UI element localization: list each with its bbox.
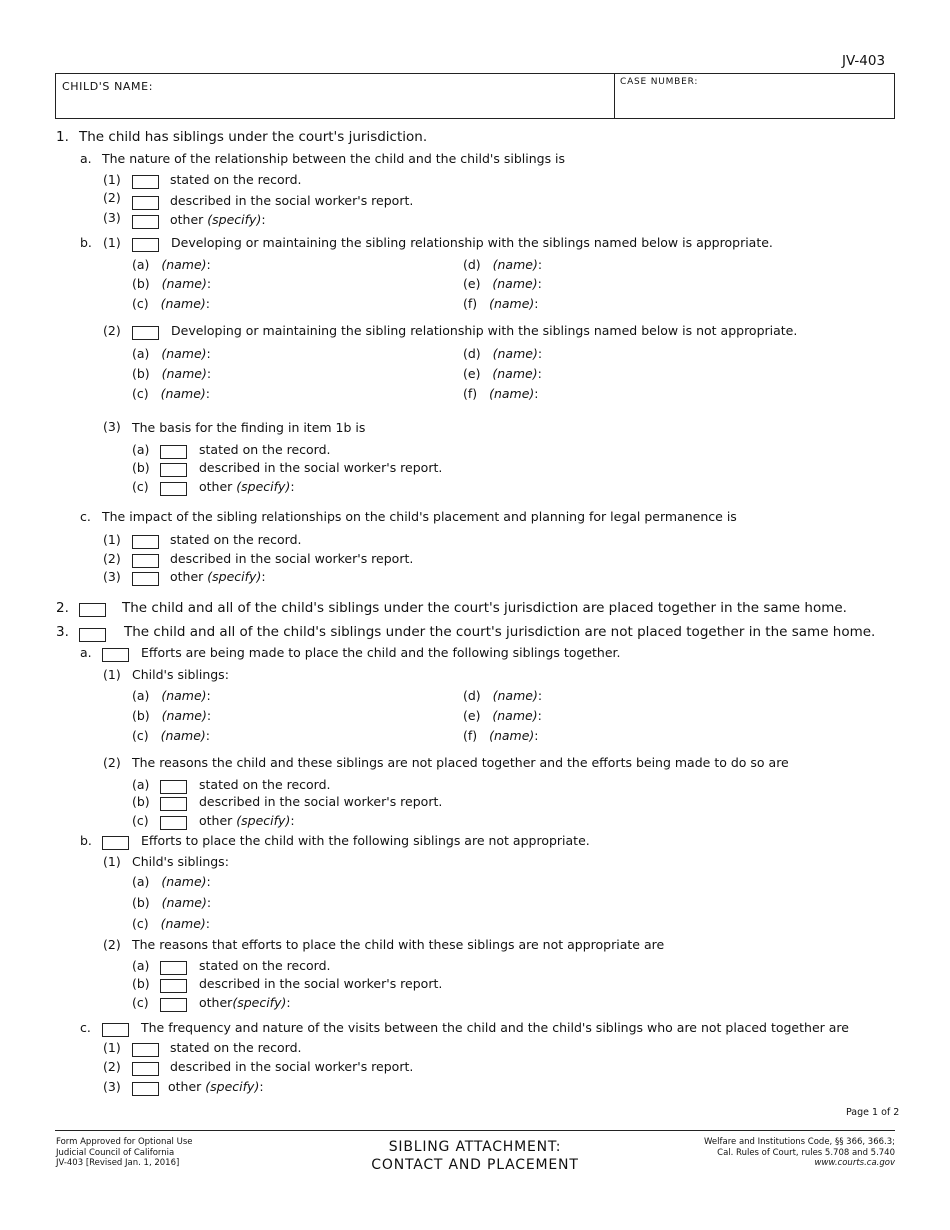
b1-name-b: (b) (name): (132, 276, 212, 291)
3b-name-a: (a) (name): (132, 874, 211, 889)
header-divider (614, 73, 615, 119)
3b-name-c: (c) (name): (132, 916, 210, 931)
item-1c3-num: (3) (103, 569, 121, 584)
item-1b1-text: Developing or maintaining the sibling relationship with the siblings named below is appropriate. (171, 235, 773, 250)
child-name-label: CHILD'S NAME: (62, 80, 153, 93)
item-1b1-num: (1) (103, 235, 121, 250)
b2-name-e: (e) (name): (463, 366, 542, 381)
item-2-checkbox[interactable] (79, 603, 106, 617)
3b2c-text: other(specify): (199, 995, 291, 1010)
form-title: SIBLING ATTACHMENT: CONTACT AND PLACEMENT (371, 1139, 579, 1174)
3b2c-checkbox[interactable] (160, 998, 187, 1012)
item-1-text: The child has siblings under the court's jurisdiction. (79, 129, 428, 145)
item-3b-letter: b. (80, 833, 92, 848)
item-3c3-checkbox[interactable] (132, 1082, 159, 1096)
item-1a1-checkbox[interactable] (132, 175, 159, 189)
footer-rule (55, 1130, 895, 1131)
b3a-text: stated on the record. (199, 442, 331, 457)
item-3-text: The child and all of the child's siblings under the court's jurisdiction are not placed together in the same home. (124, 624, 876, 640)
3b2c-label: (c) (132, 995, 149, 1010)
item-1a3-checkbox[interactable] (132, 215, 159, 229)
form-number: JV-403 (842, 53, 886, 69)
item-3a-letter: a. (80, 645, 92, 660)
3a2c-label: (c) (132, 813, 149, 828)
item-3a-checkbox[interactable] (102, 648, 129, 662)
3a2b-label: (b) (132, 794, 150, 809)
b3b-checkbox[interactable] (160, 463, 187, 477)
item-3a2-text: The reasons the child and these siblings are not placed together and the efforts being made to do so are (132, 755, 789, 770)
page-indicator: Page 1 of 2 (846, 1107, 900, 1118)
item-1c1-checkbox[interactable] (132, 535, 159, 549)
child-name-field[interactable] (150, 79, 605, 113)
item-3c2-text: described in the social worker's report. (170, 1059, 414, 1074)
item-1c1-text: stated on the record. (170, 532, 302, 547)
3a-name-e: (e) (name): (463, 708, 542, 723)
case-number-field[interactable] (690, 88, 890, 114)
item-3-number: 3. (56, 624, 69, 640)
3b2a-checkbox[interactable] (160, 961, 187, 975)
item-1c3-text: other (specify): (170, 569, 266, 584)
b2-name-d: (d) (name): (463, 346, 543, 361)
3b2b-text: described in the social worker's report. (199, 976, 443, 991)
b2-name-c: (c) (name): (132, 386, 210, 401)
item-1b-letter: b. (80, 235, 92, 250)
item-1b3-num: (3) (103, 419, 121, 434)
item-3c-text: The frequency and nature of the visits between the child and the child's siblings who are not placed together are (141, 1020, 849, 1035)
case-number-label: CASE NUMBER: (620, 77, 699, 87)
footer-right: Welfare and Institutions Code, §§ 366, 366.3; Cal. Rules of Court, rules 5.708 and 5.740 www.courts.ca.gov (704, 1137, 895, 1169)
b3a-label: (a) (132, 442, 150, 457)
item-1a2-text: described in the social worker's report. (170, 193, 414, 208)
3b2a-label: (a) (132, 958, 150, 973)
b3c-checkbox[interactable] (160, 482, 187, 496)
item-1b2-checkbox[interactable] (132, 326, 159, 340)
item-3a1-num: (1) (103, 667, 121, 682)
item-1a-letter: a. (80, 151, 92, 166)
b1-name-e: (e) (name): (463, 276, 542, 291)
item-3c1-text: stated on the record. (170, 1040, 302, 1055)
b1-name-f: (f) (name): (463, 296, 539, 311)
item-3b2-num: (2) (103, 937, 121, 952)
item-2-text: The child and all of the child's siblings under the court's jurisdiction are placed together in the same home. (122, 600, 847, 616)
3a-name-d: (d) (name): (463, 688, 543, 703)
item-1c-letter: c. (80, 509, 91, 524)
3a-name-c: (c) (name): (132, 728, 210, 743)
3a2a-checkbox[interactable] (160, 780, 187, 794)
3a-name-a: (a) (name): (132, 688, 211, 703)
3b2b-label: (b) (132, 976, 150, 991)
item-1-number: 1. (56, 129, 69, 145)
item-3b-text: Efforts to place the child with the following siblings are not appropriate. (141, 833, 590, 848)
3a2c-text: other (specify): (199, 813, 295, 828)
item-3c1-num: (1) (103, 1040, 121, 1055)
item-3-checkbox[interactable] (79, 628, 106, 642)
b2-name-f: (f) (name): (463, 386, 539, 401)
item-3c3-text: other (specify): (168, 1079, 264, 1094)
b2-name-a: (a) (name): (132, 346, 211, 361)
b2-name-b: (b) (name): (132, 366, 212, 381)
item-1b2-num: (2) (103, 323, 121, 338)
item-1a3-text: other (specify): (170, 212, 266, 227)
item-3c3-num: (3) (103, 1079, 121, 1094)
item-3b-checkbox[interactable] (102, 836, 129, 850)
item-3b1-num: (1) (103, 854, 121, 869)
item-1b2-text: Developing or maintaining the sibling relationship with the siblings named below is not appropriate. (171, 323, 798, 338)
item-3b2-text: The reasons that efforts to place the child with these siblings are not appropriate are (132, 937, 665, 952)
3a-name-b: (b) (name): (132, 708, 212, 723)
item-1c2-num: (2) (103, 551, 121, 566)
item-1c2-checkbox[interactable] (132, 554, 159, 568)
item-1c-text: The impact of the sibling relationships on the child's placement and planning for legal permanence is (102, 509, 737, 524)
item-1a2-num: (2) (103, 190, 121, 205)
item-3c2-checkbox[interactable] (132, 1062, 159, 1076)
3a2a-label: (a) (132, 777, 150, 792)
b1-name-a: (a) (name): (132, 257, 211, 272)
b3b-text: described in the social worker's report. (199, 460, 443, 475)
item-3a2-num: (2) (103, 755, 121, 770)
item-1a-text: The nature of the relationship between the child and the child's siblings is (102, 151, 566, 166)
item-1a3-num: (3) (103, 210, 121, 225)
item-3c-letter: c. (80, 1020, 91, 1035)
b3b-label: (b) (132, 460, 150, 475)
3a2b-checkbox[interactable] (160, 797, 187, 811)
item-1a2-checkbox[interactable] (132, 196, 159, 210)
3b-name-b: (b) (name): (132, 895, 212, 910)
item-1b3-text: The basis for the finding in item 1b is (132, 420, 366, 435)
3b2b-checkbox[interactable] (160, 979, 187, 993)
item-3c-checkbox[interactable] (102, 1023, 129, 1037)
item-1c1-num: (1) (103, 532, 121, 547)
item-1c2-text: described in the social worker's report. (170, 551, 414, 566)
item-1a1-text: stated on the record. (170, 172, 302, 187)
item-2-number: 2. (56, 600, 69, 616)
3a2a-text: stated on the record. (199, 777, 331, 792)
b3c-text: other (specify): (199, 479, 295, 494)
item-3c1-checkbox[interactable] (132, 1043, 159, 1057)
item-1a1-num: (1) (103, 172, 121, 187)
b3c-label: (c) (132, 479, 149, 494)
3b2a-text: stated on the record. (199, 958, 331, 973)
b1-name-c: (c) (name): (132, 296, 210, 311)
b3a-checkbox[interactable] (160, 445, 187, 459)
3a2c-checkbox[interactable] (160, 816, 187, 830)
item-3c2-num: (2) (103, 1059, 121, 1074)
item-3a1-label: Child's siblings: (132, 667, 229, 682)
3a2b-text: described in the social worker's report. (199, 794, 443, 809)
item-3a-text: Efforts are being made to place the child and the following siblings together. (141, 645, 621, 660)
item-1b1-checkbox[interactable] (132, 238, 159, 252)
3a-name-f: (f) (name): (463, 728, 539, 743)
b1-name-d: (d) (name): (463, 257, 543, 272)
item-3b1-label: Child's siblings: (132, 854, 229, 869)
item-1c3-checkbox[interactable] (132, 572, 159, 586)
footer-left: Form Approved for Optional Use Judicial Council of California JV-403 [Revised Jan. 1, 2016] (56, 1137, 193, 1169)
